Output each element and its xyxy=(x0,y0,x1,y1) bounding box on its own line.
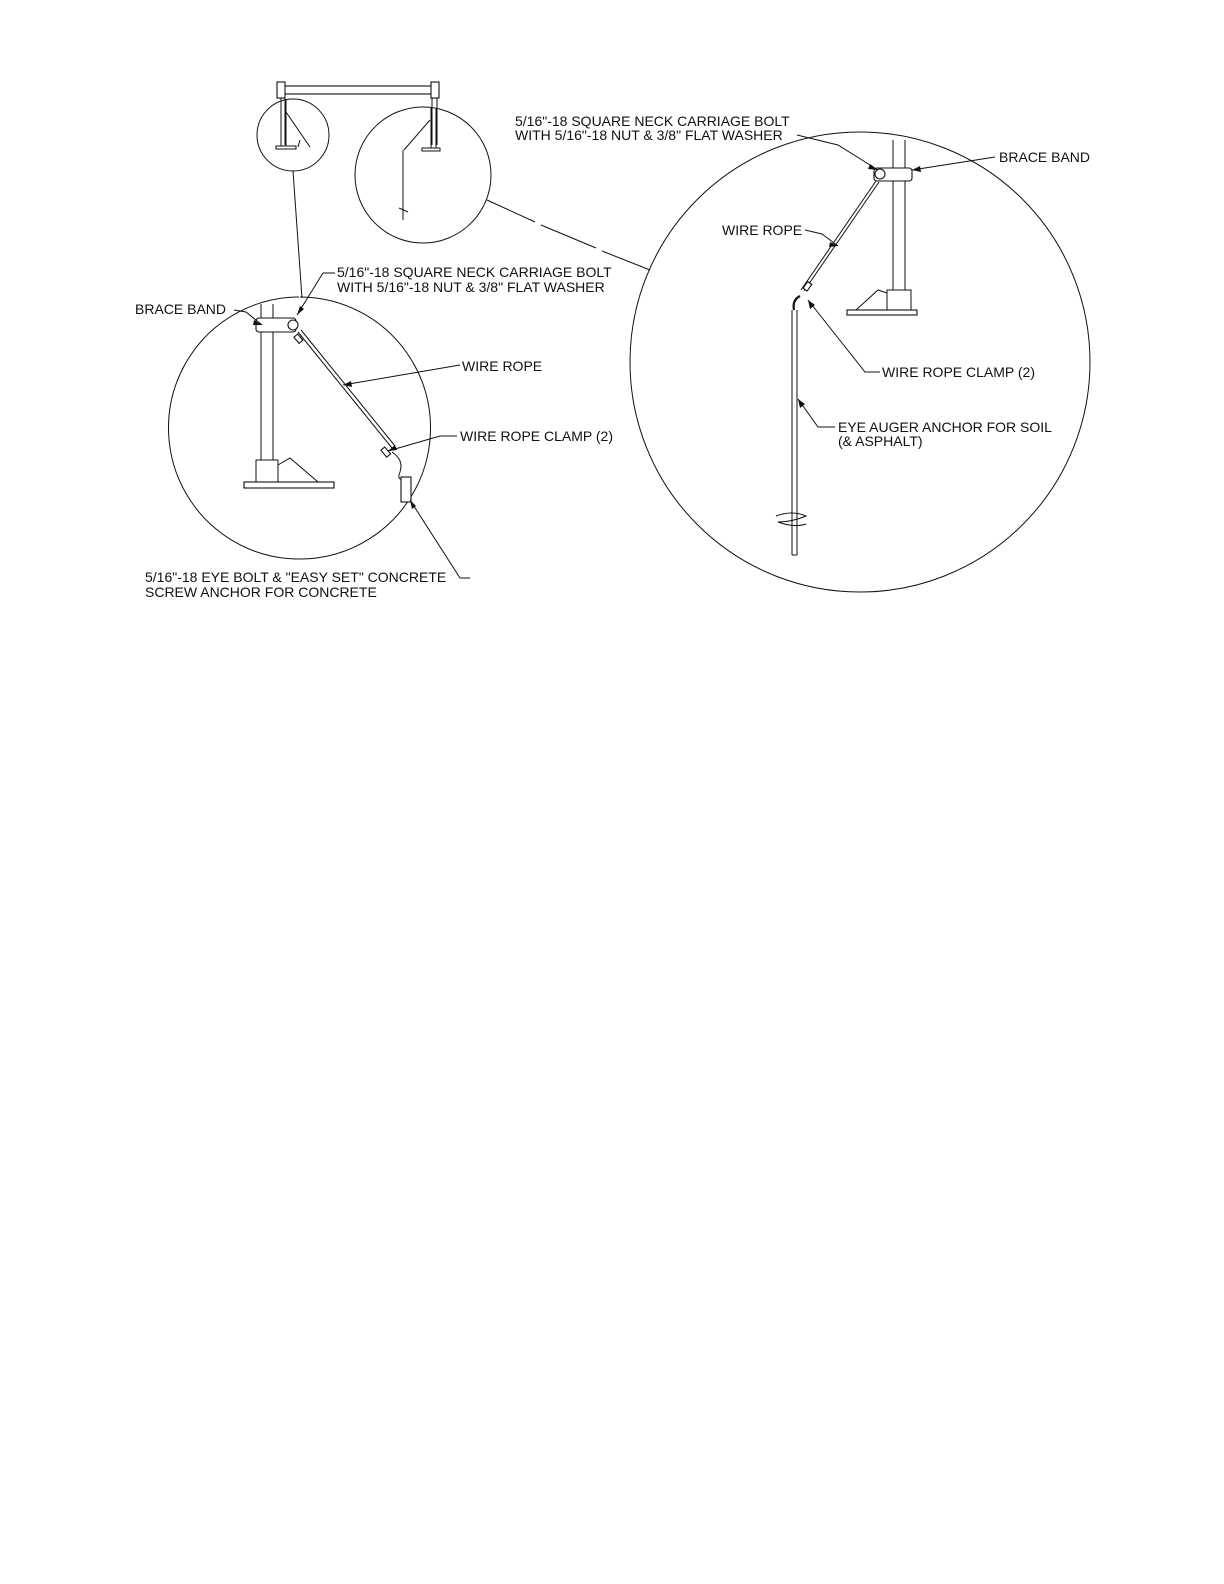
label-top-bolt-line2: WITH 5/16"-18 NUT & 3/8" FLAT WASHER xyxy=(515,127,783,143)
right-detail-circle xyxy=(630,132,1090,592)
label-top-bolt-line1: 5/16"-18 SQUARE NECK CARRIAGE BOLT xyxy=(515,113,790,129)
small-detail-concrete xyxy=(257,99,329,171)
leader-to-right-detail-a xyxy=(487,200,535,222)
label-eyebolt-line2: SCREW ANCHOR FOR CONCRETE xyxy=(145,584,377,600)
label-eyebolt-line1: 5/16"-18 EYE BOLT & "EASY SET" CONCRETE xyxy=(145,569,447,585)
small-detail-soil xyxy=(355,107,491,243)
label-auger-line1: EYE AUGER ANCHOR FOR SOIL xyxy=(838,419,1052,435)
leader-to-right-detail-b xyxy=(541,225,596,248)
overview-frame xyxy=(277,82,439,145)
label-left-bolt-line1: 5/16"-18 SQUARE NECK CARRIAGE BOLT xyxy=(337,264,612,280)
label-right-brace-band: BRACE BAND xyxy=(999,149,1091,165)
label-auger-line2: (& ASPHALT) xyxy=(838,433,923,449)
label-left-wire-rope-clamp: WIRE ROPE CLAMP (2) xyxy=(460,428,613,444)
label-right-wire-rope-clamp: WIRE ROPE CLAMP (2) xyxy=(882,364,1035,380)
label-right-wire-rope: WIRE ROPE xyxy=(722,222,803,238)
leader-to-left-detail xyxy=(293,171,302,298)
label-left-wire-rope: WIRE ROPE xyxy=(462,358,543,374)
label-left-bolt-line2: WITH 5/16"-18 NUT & 3/8" FLAT WASHER xyxy=(337,279,605,295)
label-left-brace-band: BRACE BAND xyxy=(135,301,227,317)
left-detail-circle xyxy=(169,297,431,559)
